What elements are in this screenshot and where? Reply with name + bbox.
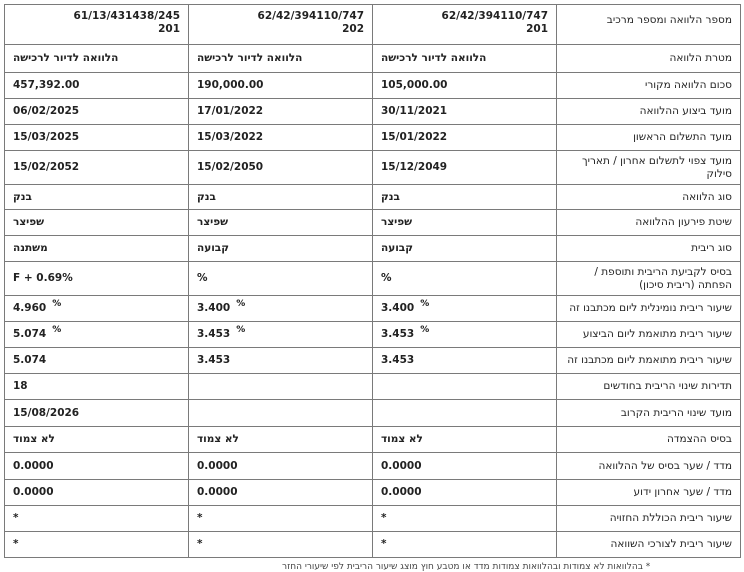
cell-loan-type-1: בנק [373, 185, 557, 210]
label-interest-basis: בסיס לקביעת הריבית ותוספת / הפחתה (ריבית סיכון) [557, 262, 741, 296]
label-original-amount: סכום הלוואה מקורי [557, 73, 741, 99]
cell-index-last-3: 0.0000 [5, 480, 189, 506]
percent-sign: % [236, 324, 246, 335]
label-loan-number: מספר הלוואה ומספר מרכיב [557, 5, 741, 45]
label-linkage-basis: בסיס ההצמדה [557, 427, 741, 453]
label-repayment-method: שיטת פירעון ההלוואה [557, 210, 741, 236]
cell-index-base-3: 0.0000 [5, 453, 189, 480]
row-execution-date [5, 99, 741, 125]
cell-last-payment-3: 15/02/2052 [5, 151, 189, 185]
cell-interest-type-1: קבועה [373, 236, 557, 262]
cell-execution-date-1: 30/11/2021 [373, 99, 557, 125]
cell-last-payment-1: 15/12/2049 [373, 151, 557, 185]
cell-loan-number-2 [189, 5, 373, 45]
cell-index-last-1: 0.0000 [373, 480, 557, 506]
loan-number-line1: 62/42/394110/747 [257, 10, 364, 22]
cell-nominal-rate-1 [373, 296, 557, 322]
cell-adjusted-rate-now-3: 5.074 [5, 348, 189, 374]
percent-sign: % [420, 298, 430, 309]
label-loan-type: סוג הלוואה [557, 185, 741, 210]
cell-loan-type-2: בנק [189, 185, 373, 210]
row-total-cost-rate [5, 506, 741, 532]
row-loan-number [5, 5, 741, 45]
rate-value: 5.074 [13, 327, 47, 340]
rate-value: 3.453 [197, 327, 231, 340]
cell-comparison-rate-3: * [5, 532, 189, 558]
row-adjusted-rate-exec [5, 322, 741, 348]
cell-index-base-1: 0.0000 [373, 453, 557, 480]
cell-repayment-method-2: שפיצר [189, 210, 373, 236]
cell-comparison-rate-1: * [373, 532, 557, 558]
cell-purpose-3: הלוואה לדיור לרכישה [5, 45, 189, 73]
cell-linkage-basis-2: לא צמוד [189, 427, 373, 453]
footnote: * בהלוואות לא צמודות ובהלוואות צמודות מדד או מטבע חוץ מוצג שיעור הריבית לפי שיעורי החזר [282, 562, 651, 572]
cell-repayment-method-1: שפיצר [373, 210, 557, 236]
cell-interest-type-3: משתנה [5, 236, 189, 262]
row-last-payment [5, 151, 741, 185]
label-adjusted-rate-exec: שיעור ריבית מתואמת ליום הביצוע [557, 322, 741, 348]
cell-interest-type-2: קבועה [189, 236, 373, 262]
label-total-cost-rate: שיעור ריבית הכוללת החזויה [557, 506, 741, 532]
cell-execution-date-3: 06/02/2025 [5, 99, 189, 125]
cell-interest-basis-3: F + 0.69% [5, 262, 189, 296]
label-comparison-rate: שיעור ריבית לצורכי השוואה [557, 532, 741, 558]
loan-number-line2: 201 [158, 23, 180, 35]
row-loan-type [5, 185, 741, 210]
cell-loan-type-3: בנק [5, 185, 189, 210]
loan-details-sheet [4, 4, 740, 558]
cell-first-payment-2: 15/03/2022 [189, 125, 373, 151]
row-comparison-rate [5, 532, 741, 558]
cell-total-cost-rate-3: * [5, 506, 189, 532]
cell-interest-basis-1: % [373, 262, 557, 296]
percent-sign: % [236, 298, 246, 309]
label-last-payment: מועד צפוי לתשלום אחרון / תאריך סילוק [557, 151, 741, 185]
loan-number-line1: 61/13/431438/245 [73, 10, 180, 22]
percent-sign: % [420, 324, 430, 335]
row-interest-basis [5, 262, 741, 296]
cell-nominal-rate-3 [5, 296, 189, 322]
rate-value: 3.400 [197, 301, 231, 314]
label-index-last: מדד / שער אחרון ידוע [557, 480, 741, 506]
cell-repayment-method-3: שפיצר [5, 210, 189, 236]
loan-number-line2: 202 [342, 23, 364, 35]
cell-purpose-1: הלוואה לדיור לרכישה [373, 45, 557, 73]
label-execution-date: מועד ביצוע ההלוואה [557, 99, 741, 125]
cell-linkage-basis-1: לא צמוד [373, 427, 557, 453]
label-first-payment: מועד התשלום הראשון [557, 125, 741, 151]
row-adjusted-rate-now [5, 348, 741, 374]
cell-linkage-basis-3: לא צמוד [5, 427, 189, 453]
cell-index-base-2: 0.0000 [189, 453, 373, 480]
cell-total-cost-rate-1: * [373, 506, 557, 532]
row-index-base [5, 453, 741, 480]
cell-change-frequency-2 [189, 374, 373, 400]
cell-adjusted-rate-exec-3 [5, 322, 189, 348]
cell-total-cost-rate-2: * [189, 506, 373, 532]
label-index-base: מדד / שער בסיס של ההלוואה [557, 453, 741, 480]
row-linkage-basis [5, 427, 741, 453]
label-next-change: מועד שינוי הריבית הקרוב [557, 400, 741, 427]
rate-value: 4.960 [13, 301, 47, 314]
row-purpose [5, 45, 741, 73]
row-index-last [5, 480, 741, 506]
cell-adjusted-rate-now-1: 3.453 [373, 348, 557, 374]
rate-value: 3.400 [381, 301, 415, 314]
loan-number-line2: 201 [526, 23, 548, 35]
cell-purpose-2: הלוואה לדיור לרכישה [189, 45, 373, 73]
label-interest-type: סוג ריבית [557, 236, 741, 262]
cell-loan-number-3 [5, 5, 189, 45]
cell-next-change-1 [373, 400, 557, 427]
row-nominal-rate [5, 296, 741, 322]
cell-adjusted-rate-now-2: 3.453 [189, 348, 373, 374]
cell-original-amount-2: 190,000.00 [189, 73, 373, 99]
row-original-amount [5, 73, 741, 99]
label-change-frequency: תדירות שינוי הריבית בחודשים [557, 374, 741, 400]
cell-adjusted-rate-exec-1 [373, 322, 557, 348]
cell-change-frequency-3: 18 [5, 374, 189, 400]
cell-change-frequency-1 [373, 374, 557, 400]
label-adjusted-rate-now: שיעור ריבית מתואמת ליום מכתבנו זה [557, 348, 741, 374]
row-interest-type [5, 236, 741, 262]
cell-interest-basis-2: % [189, 262, 373, 296]
cell-nominal-rate-2 [189, 296, 373, 322]
label-purpose: מטרת הלוואה [557, 45, 741, 73]
cell-comparison-rate-2: * [189, 532, 373, 558]
cell-loan-number-1 [373, 5, 557, 45]
loan-details-table [4, 4, 741, 558]
cell-next-change-3: 15/08/2026 [5, 400, 189, 427]
cell-execution-date-2: 17/01/2022 [189, 99, 373, 125]
percent-sign: % [52, 298, 62, 309]
cell-index-last-2: 0.0000 [189, 480, 373, 506]
loan-number-line1: 62/42/394110/747 [441, 10, 548, 22]
label-nominal-rate: שיעור ריבית נומינלית ליום מכתבנו זה [557, 296, 741, 322]
cell-first-payment-3: 15/03/2025 [5, 125, 189, 151]
percent-sign: % [52, 324, 62, 335]
cell-original-amount-3: 457,392.00 [5, 73, 189, 99]
cell-next-change-2 [189, 400, 373, 427]
row-change-frequency [5, 374, 741, 400]
row-next-change [5, 400, 741, 427]
cell-original-amount-1: 105,000.00 [373, 73, 557, 99]
rate-value: 3.453 [381, 327, 415, 340]
cell-first-payment-1: 15/01/2022 [373, 125, 557, 151]
cell-last-payment-2: 15/02/2050 [189, 151, 373, 185]
row-repayment-method [5, 210, 741, 236]
cell-adjusted-rate-exec-2 [189, 322, 373, 348]
row-first-payment [5, 125, 741, 151]
